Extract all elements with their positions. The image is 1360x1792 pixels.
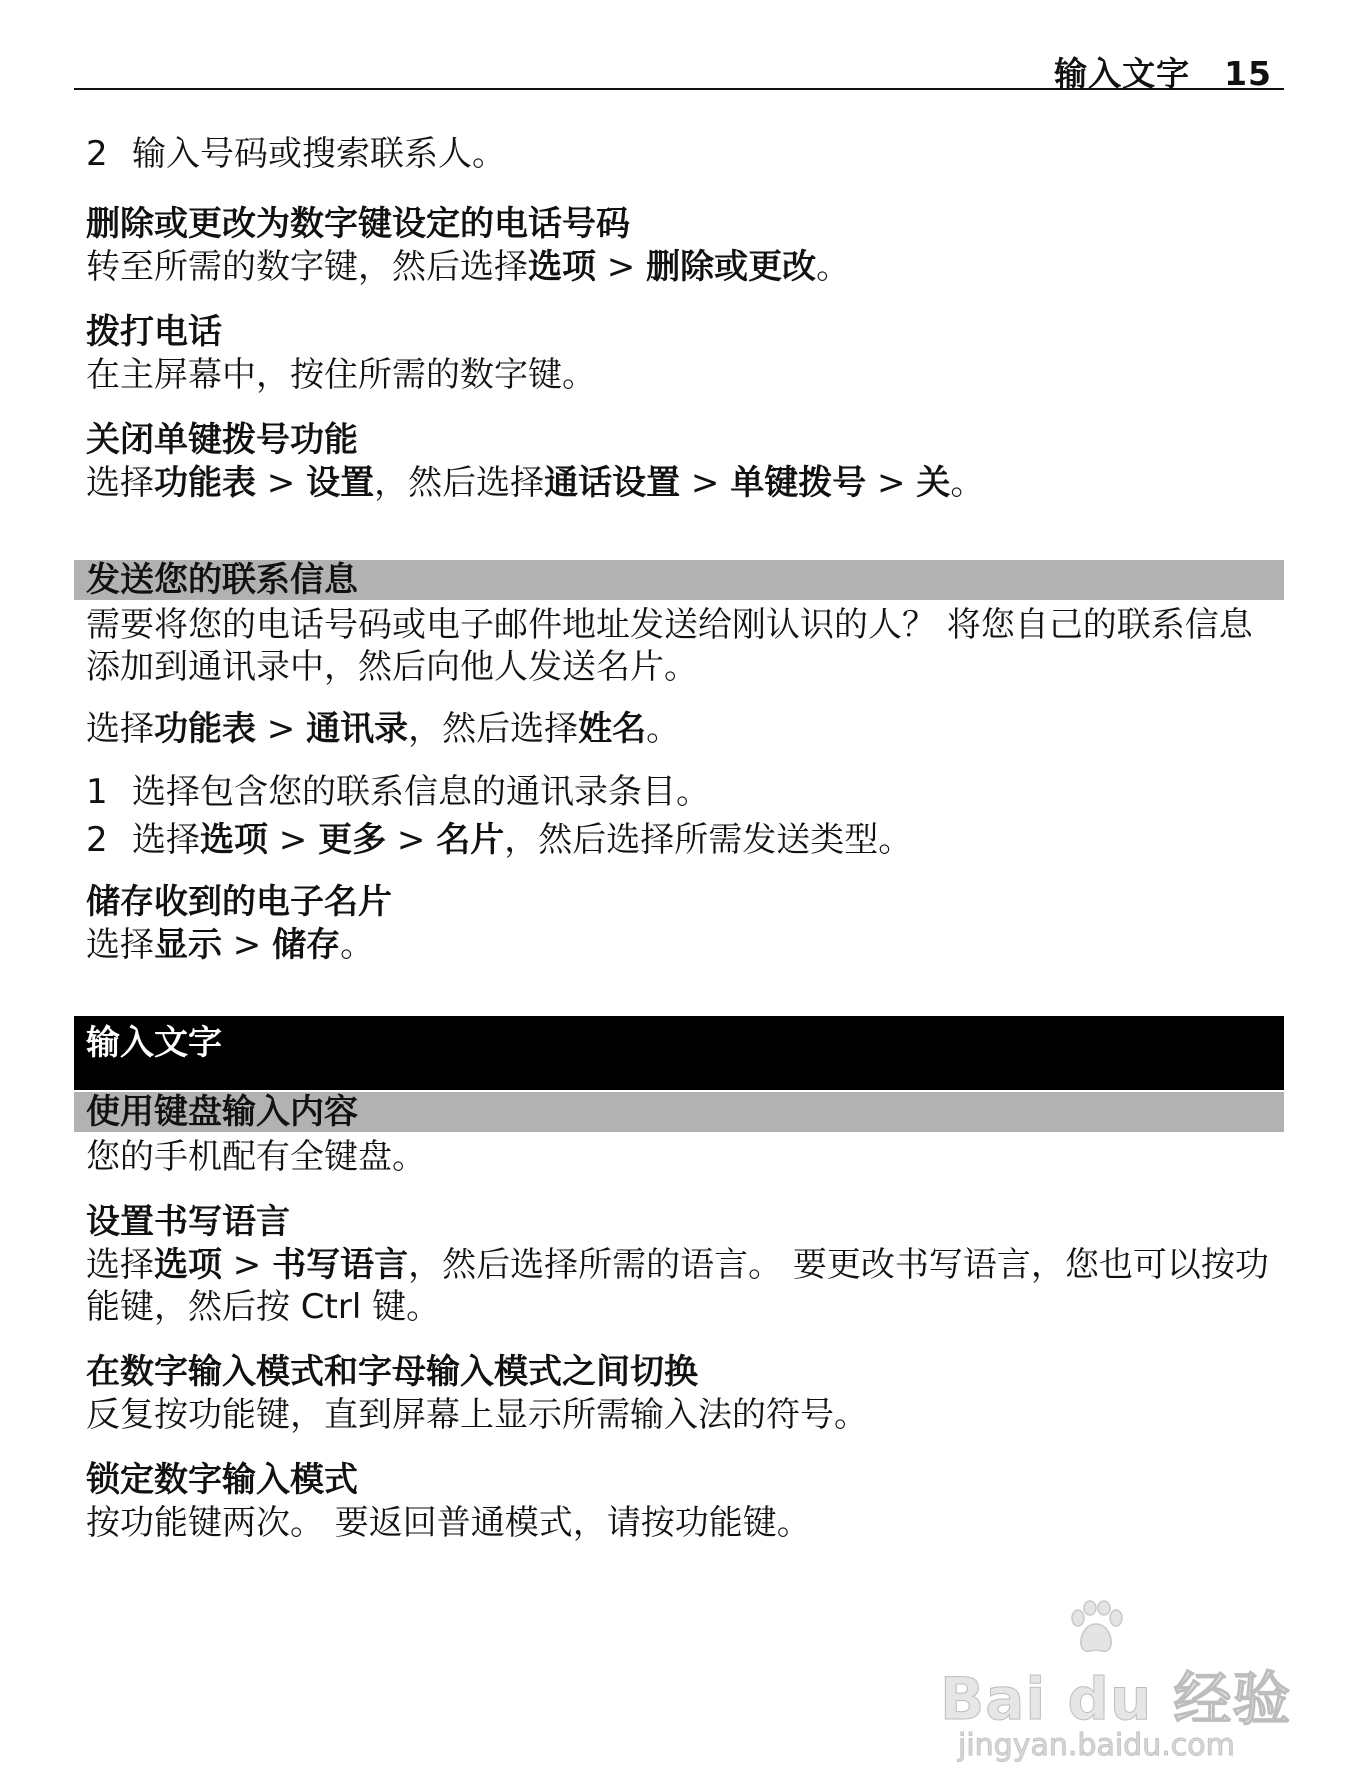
body-paragraph: 选择功能表 > 设置，然后选择通话设置 > 单键拨号 > 关。: [86, 463, 985, 503]
body-paragraph: 反复按功能键，直到屏幕上显示所需输入法的符号。: [86, 1395, 868, 1435]
section-heading-bar: 使用键盘输入内容: [74, 1092, 1284, 1132]
step-number: 2: [86, 134, 108, 174]
body-paragraph: 在主屏幕中，按住所需的数字键。: [86, 355, 596, 395]
section-subtitle: 在数字输入模式和字母输入模式之间切换: [86, 1352, 698, 1392]
body-paragraph: 选择选项 > 书写语言，然后选择所需的语言。 要更改书写语言，您也可以按功能键，然后按 Ctrl 键。: [86, 1245, 1269, 1327]
section-subtitle: 关闭单键拨号功能: [86, 420, 358, 460]
section-subtitle: 删除或更改为数字键设定的电话号码: [86, 204, 630, 244]
page-content: [74, 130, 1284, 1544]
step-item: [74, 816, 1284, 864]
body-paragraph: 选择功能表 > 通讯录，然后选择姓名。: [86, 709, 681, 749]
step-text: 输入号码或搜索联系人。: [132, 134, 506, 174]
section-subtitle: 储存收到的电子名片: [86, 882, 392, 922]
body-paragraph: 需要将您的电话号码或电子邮件地址发送给刚认识的人？ 将您自己的联系信息添加到通讯录中，然后向他人发送名片。: [86, 605, 1253, 687]
running-header-title: 输入文字: [1054, 54, 1191, 93]
body-paragraph: 选择显示 > 储存。: [86, 925, 375, 965]
body-paragraph: 您的手机配有全键盘。: [86, 1137, 426, 1177]
step-text: 选择选项 > 更多 > 名片，然后选择所需发送类型。: [132, 820, 913, 860]
section-subtitle: 设置书写语言: [86, 1202, 290, 1242]
step-item: [74, 130, 1284, 178]
watermark-url: jingyan.baidu.com: [958, 1728, 1235, 1763]
body-paragraph: 按功能键两次。 要返回普通模式，请按功能键。: [86, 1503, 811, 1543]
body-paragraph: 转至所需的数字键，然后选择选项 > 删除或更改。: [86, 247, 851, 287]
running-header: [74, 40, 1284, 93]
page-number: 15: [1224, 54, 1272, 93]
baidu-watermark: [940, 1600, 1292, 1770]
chapter-heading-bar: 输入文字: [74, 1016, 1284, 1090]
step-text: 选择包含您的联系信息的通讯录条目。: [132, 772, 710, 812]
section-heading-bar: 发送您的联系信息: [74, 560, 1284, 600]
step-item: [74, 768, 1284, 816]
baidu-paw-icon: [1066, 1600, 1126, 1656]
section-subtitle: 拨打电话: [86, 312, 222, 352]
step-number: 2: [86, 820, 108, 860]
step-number: 1: [86, 772, 108, 812]
section-subtitle: 锁定数字输入模式: [86, 1460, 358, 1500]
watermark-brand: Bai du 经验: [940, 1665, 1292, 1733]
